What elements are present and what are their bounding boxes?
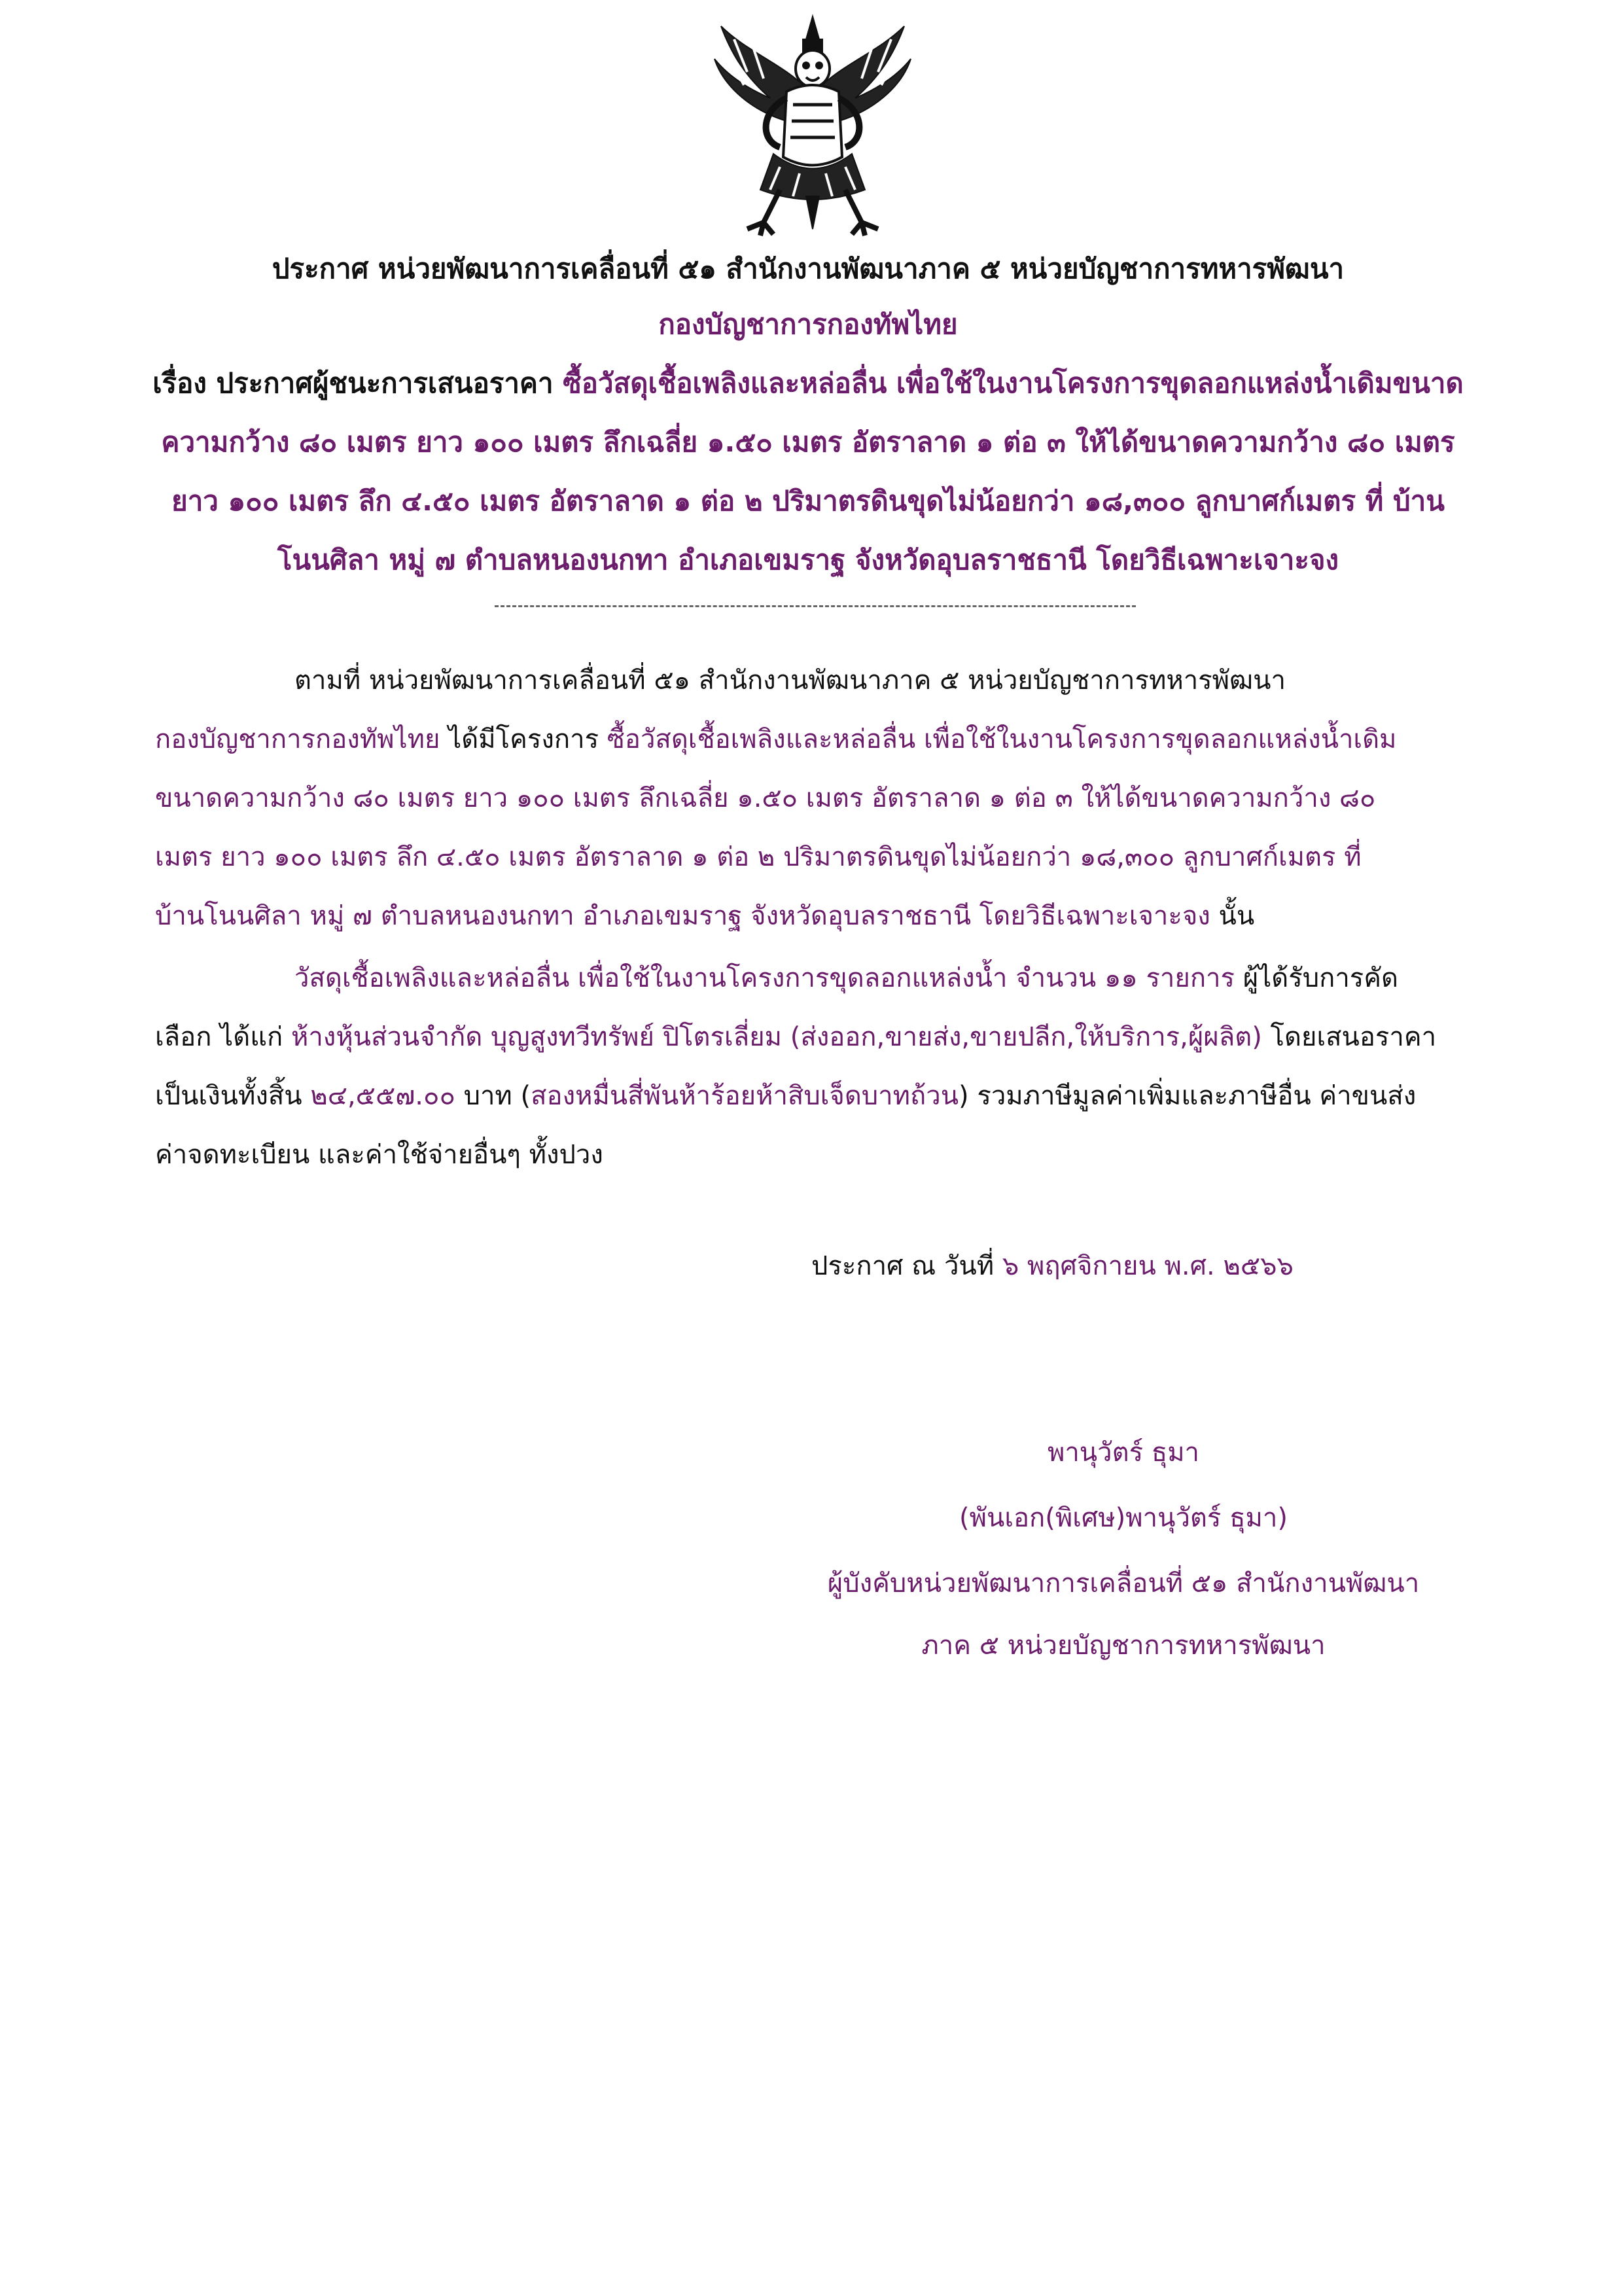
vendor-name: ห้างหุ้นส่วนจำกัด บุญสูงทวีทรัพย์ ปิโตรเลี่ยม (ส่งออก,ขายส่ง,ขายปลีก,ให้บริการ,ผู้ผลิต) [291,1022,1262,1052]
signature-name: พานุวัตร์ ธุมา [1047,1438,1200,1468]
announcement-title-line1: ประกาศ หน่วยพัฒนาการเคลื่อนที่ ๕๑ สำนักงานพัฒนาภาค ๕ หน่วยบัญชาการทหารพัฒนา [272,253,1345,285]
signatory-position-line2: ภาค ๕ หน่วยบัญชาการทหารพัฒนา [921,1631,1326,1661]
price-amount: ๒๔,๕๕๗.๐๐ [310,1081,455,1111]
signatory-position-line1: ผู้บังคับหน่วยพัฒนาการเคลื่อนที่ ๕๑ สำนักงานพัฒนา [827,1568,1420,1598]
subject-line4: โนนศิลา หมู่ ๗ ตำบลหนองนกทา อำเภอเขมราฐ จังหวัดอุบลราชธานี โดยวิธีเฉพาะเจาะจง [277,544,1339,576]
paragraph1-line3: ขนาดความกว้าง ๘๐ เมตร ยาว ๑๐๐ เมตร ลึกเฉลี่ย ๑.๕๐ เมตร อัตราลาด ๑ ต่อ ๓ ให้ได้ขนาดความกว้าง ๘๐ [155,783,1376,813]
paragraph2-line1: วัสดุเชื้อเพลิงและหล่อลื่น เพื่อใช้ในงานโครงการขุดลอกแหล่งน้ำ จำนวน ๑๑ รายการ ผู้ได้รับการคัด [294,963,1399,993]
subject-line1 [150,367,1466,399]
paragraph2-line2: เลือก ได้แก่ ห้างหุ้นส่วนจำกัด บุญสูงทวีทรัพย์ ปิโตรเลี่ยม (ส่งออก,ขายส่ง,ขายปลีก,ให้บริการ,ผู้ผลิต) โดยเสนอราคา [155,1022,1437,1052]
section-divider [495,605,1136,607]
paragraph1-line1: ตามที่ หน่วยพัฒนาการเคลื่อนที่ ๕๑ สำนักงานพัฒนาภาค ๕ หน่วยบัญชาการทหารพัฒนา [294,665,1286,696]
announcement-title-line2: กองบัญชาการกองทัพไทย [658,308,958,340]
signatory-full-name: (พันเอก(พิเศษ)พานุวัตร์ ธุมา) [959,1503,1288,1533]
subject-line2: ความกว้าง ๘๐ เมตร ยาว ๑๐๐ เมตร ลึกเฉลี่ย ๑.๕๐ เมตร อัตราลาด ๑ ต่อ ๓ ให้ได้ขนาดความกว้าง ๘๐ เมตร [161,426,1455,458]
price-in-words: สองหมื่นสี่พันห้าร้อยห้าสิบเจ็ดบาทถ้วน [531,1081,959,1111]
subject-project-start: ซื้อวัสดุเชื้อเพลิงและหล่อลื่น เพื่อใช้ในงานโครงการขุดลอกแหล่งน้ำเดิมขนาด [563,367,1464,399]
subject-prefix: เรื่อง ประกาศผู้ชนะการเสนอราคา [152,367,554,399]
item-description: วัสดุเชื้อเพลิงและหล่อลื่น เพื่อใช้ในงานโครงการขุดลอกแหล่งน้ำ จำนวน ๑๑ รายการ [294,963,1235,993]
announcement-date-line: ประกาศ ณ วันที่ ๖ พฤศจิกายน พ.ศ. ๒๕๖๖ [811,1251,1294,1281]
announcement-date: ๖ พฤศจิกายน พ.ศ. ๒๕๖๖ [1002,1251,1294,1281]
paragraph2-line3: เป็นเงินทั้งสิ้น ๒๔,๕๕๗.๐๐ บาท (สองหมื่นสี่พันห้าร้อยห้าสิบเจ็ดบาทถ้วน) รวมภาษีมูลค่าเพิ่มและภาษีอื่น ค่าขนส่ง [155,1081,1417,1111]
paragraph1-line2: กองบัญชาการกองทัพไทย ได้มีโครงการ ซื้อวัสดุเชื้อเพลิงและหล่อลื่น เพื่อใช้ในงานโครงการขุดลอกแหล่งน้ำเดิม [155,724,1397,754]
organization-name: กองบัญชาการกองทัพไทย [155,724,440,754]
garuda-emblem-icon [708,13,917,239]
paragraph1-line4: เมตร ยาว ๑๐๐ เมตร ลึก ๔.๕๐ เมตร อัตราลาด ๑ ต่อ ๒ ปริมาตรดินขุดไม่น้อยกว่า ๑๘,๓๐๐ ลูกบาศก์เมตร ที่ [155,842,1362,872]
paragraph2-line4: ค่าจดทะเบียน และค่าใช้จ่ายอื่นๆ ทั้งปวง [155,1140,603,1170]
paragraph1-line5: บ้านโนนศิลา หมู่ ๗ ตำบลหนองนกทา อำเภอเขมราฐ จังหวัดอุบลราชธานี โดยวิธีเฉพาะเจาะจง นั้น [155,901,1255,931]
subject-line3: ยาว ๑๐๐ เมตร ลึก ๔.๕๐ เมตร อัตราลาด ๑ ต่อ ๒ ปริมาตรดินขุดไม่น้อยกว่า ๑๘,๓๐๐ ลูกบาศก์เมตร ที่ บ้าน [171,485,1445,517]
project-name: ซื้อวัสดุเชื้อเพลิงและหล่อลื่น เพื่อใช้ในงานโครงการขุดลอกแหล่งน้ำเดิม [607,724,1397,754]
